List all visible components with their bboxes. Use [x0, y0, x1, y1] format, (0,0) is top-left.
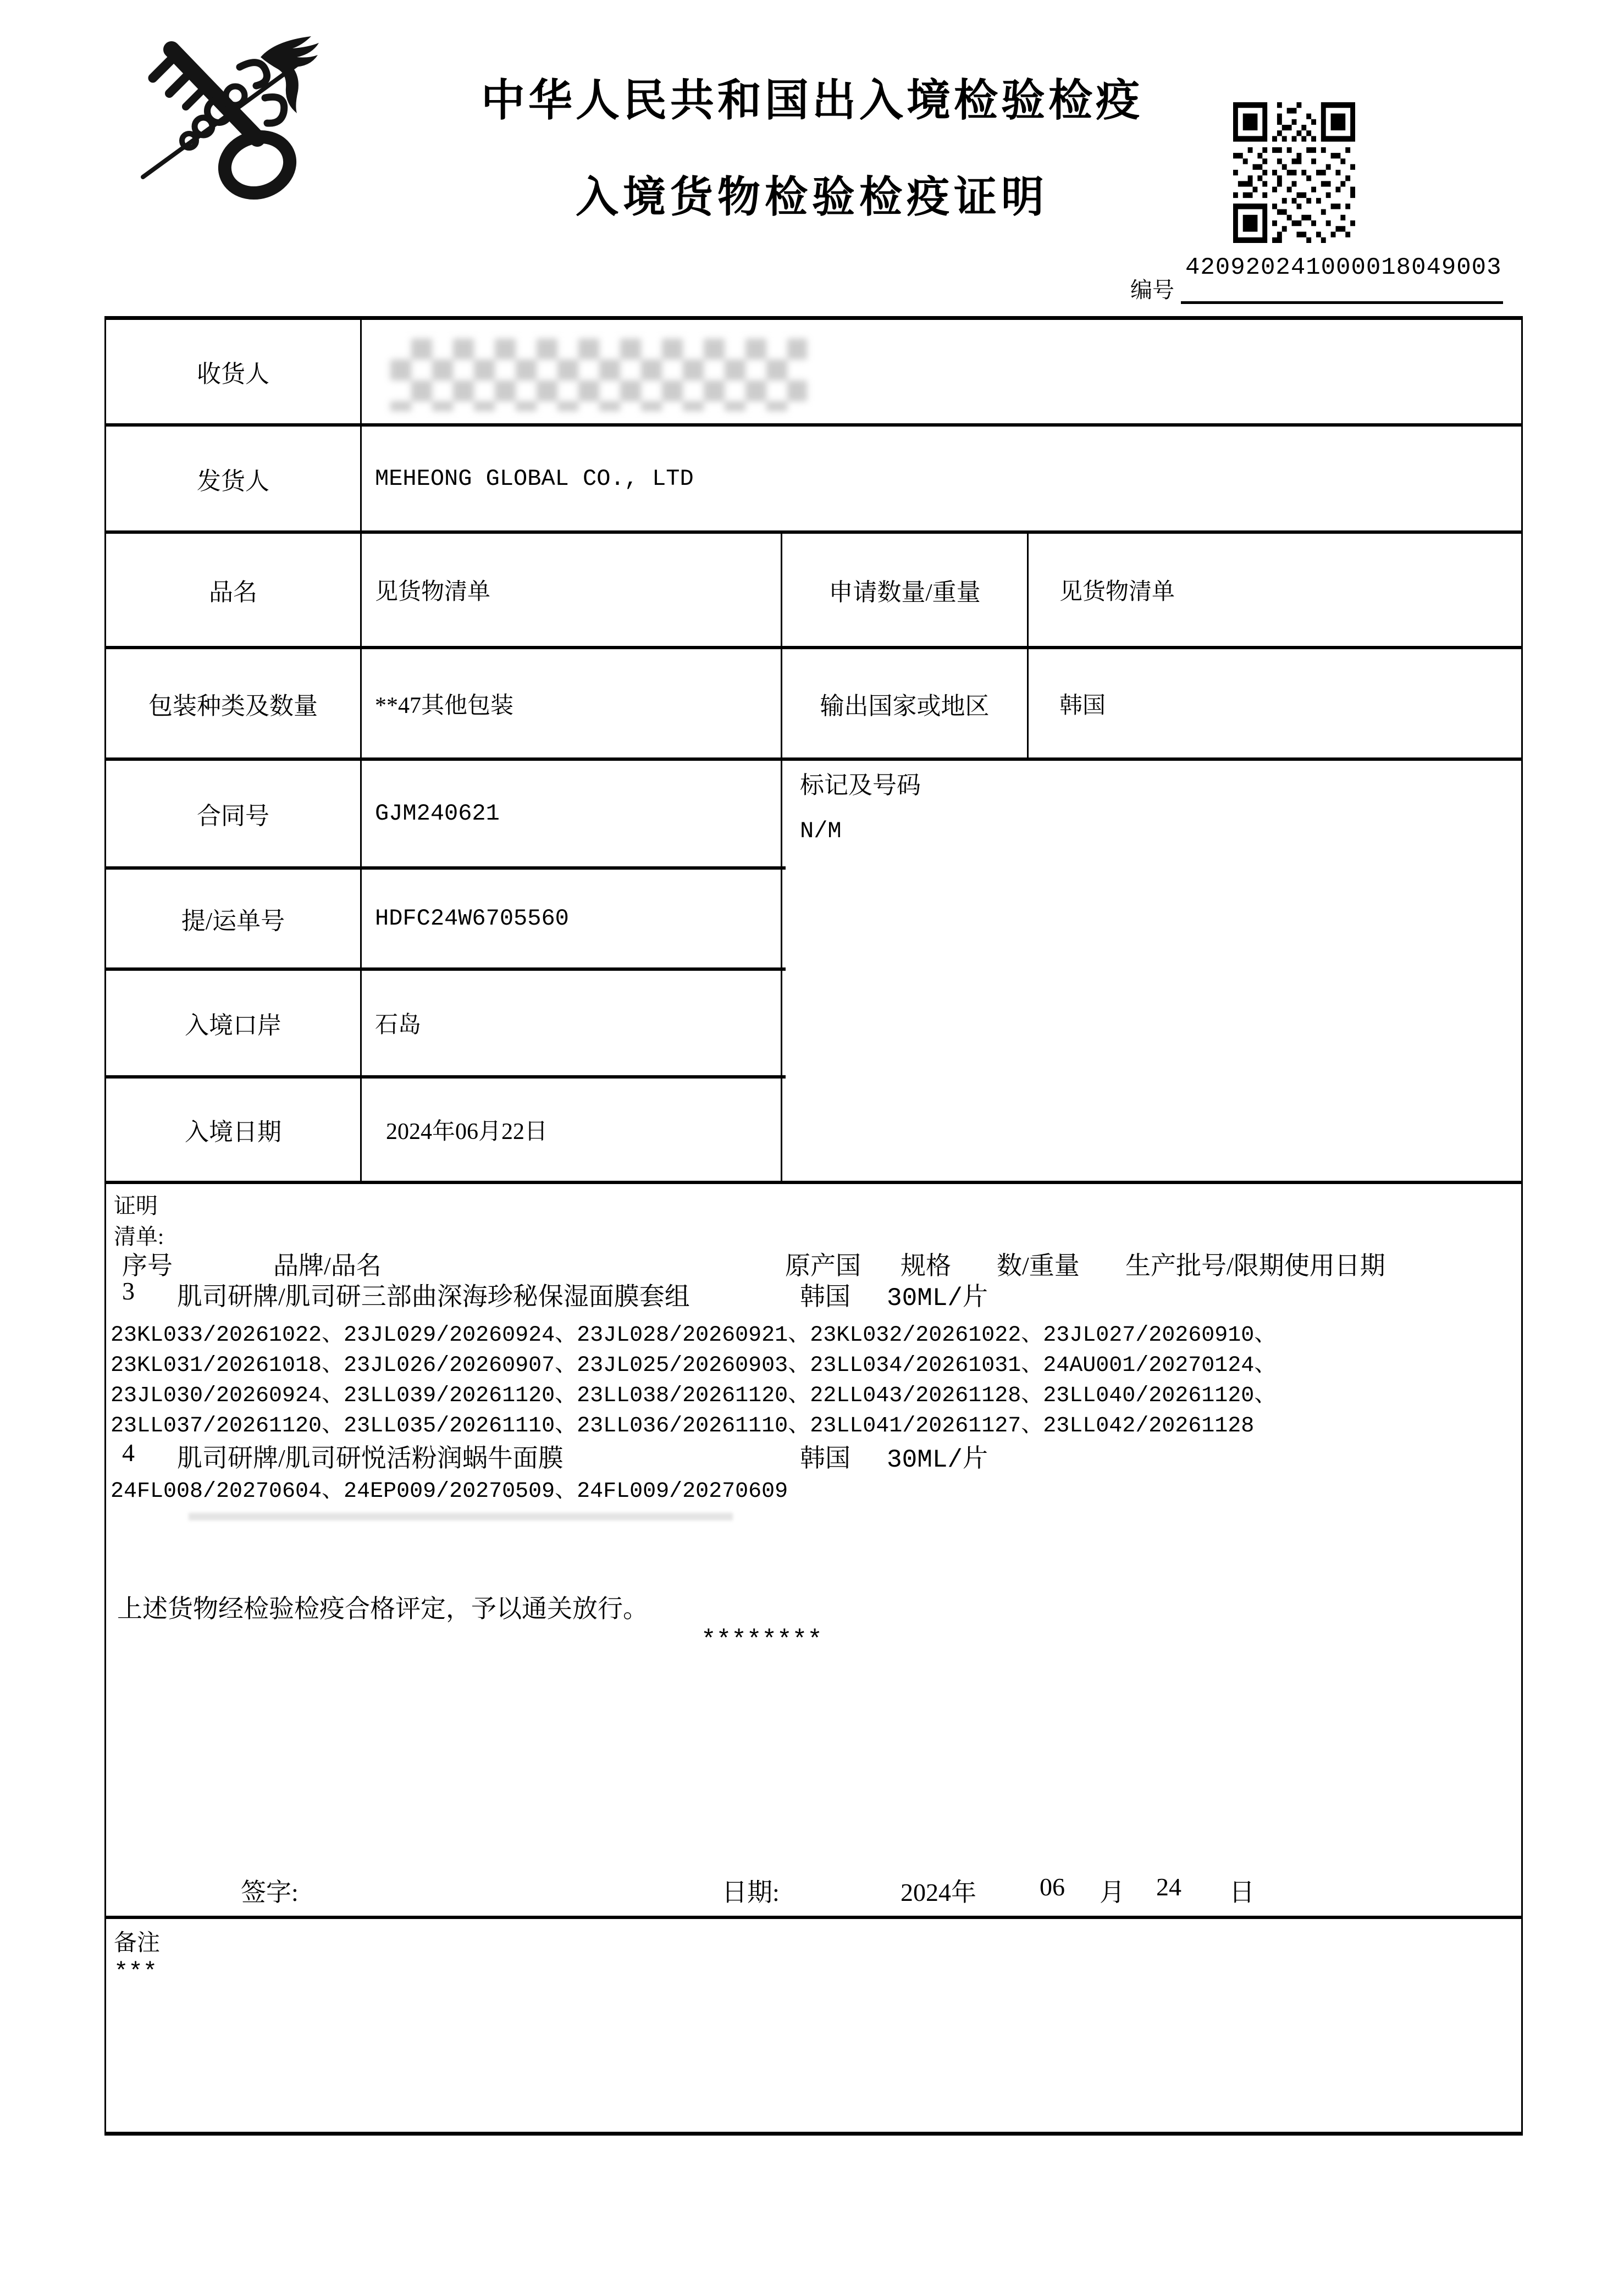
item-seq: 3	[122, 1277, 135, 1305]
list-header-row	[106, 1246, 1519, 1280]
entry-date-label: 入境日期	[106, 1079, 362, 1181]
export-country-label: 输出国家或地区	[782, 649, 1029, 757]
item-name: 肌司研牌/肌司研三部曲深海珍秘保湿面膜套组	[177, 1282, 690, 1310]
certificate-section	[106, 1184, 1521, 1919]
bill-of-lading-value: HDFC24W6705560	[362, 870, 782, 967]
col-origin: 原产国	[785, 1252, 861, 1280]
day-char: 日	[1229, 1878, 1255, 1906]
consignee-redaction-blur	[390, 339, 807, 411]
cargo-list-title: 清单:	[114, 1224, 164, 1249]
certificate-form-table	[104, 316, 1523, 2136]
batch-line: 23KL033/20261022、23JL029/20260924、23JL028/20260921、23KL032/20261022、23JL027/20260910、	[111, 1323, 1277, 1348]
package-type-label: 包装种类及数量	[106, 649, 362, 757]
certificate-section-title: 证明	[114, 1193, 158, 1218]
list-item-row	[106, 1276, 1519, 1313]
marks-label: 标记及号码	[800, 772, 921, 799]
end-of-text-stars: ********	[701, 1626, 822, 1655]
consignee-row	[106, 320, 1521, 427]
export-country-value: 韩国	[1059, 693, 1106, 718]
item-name: 肌司研牌/肌司研悦活粉润蜗牛面膜	[177, 1444, 564, 1472]
item-origin: 韩国	[800, 1282, 850, 1310]
product-name-value: 见货物清单	[362, 534, 782, 646]
contract-no-value: GJM240621	[362, 761, 782, 866]
batch-line: 23JL030/20260924、23LL039/20261120、23LL038/20261120、22LL043/20261128、23LL040/20261120、	[111, 1384, 1277, 1408]
entry-port-value: 石岛	[362, 971, 782, 1075]
serial-underline	[1181, 301, 1503, 304]
col-seq: 序号	[122, 1252, 173, 1280]
serial-number-label: 编号	[1130, 278, 1174, 302]
scan-smudge	[189, 1513, 733, 1520]
item-spec: 30ML/片	[887, 1446, 988, 1474]
month-char: 月	[1100, 1878, 1125, 1906]
col-spec: 规格	[901, 1252, 951, 1280]
consignor-label: 发货人	[106, 427, 362, 530]
remarks-value: ***	[114, 1959, 158, 1986]
signature-label: 签字:	[241, 1878, 299, 1906]
col-batch: 生产批号/限期使用日期	[1125, 1252, 1385, 1280]
col-qty: 数/重量	[997, 1252, 1080, 1280]
entry-date-value: 2024年06月22日	[362, 1079, 782, 1181]
date-year: 2024年	[901, 1878, 976, 1906]
product-name-label: 品名	[106, 534, 362, 646]
applied-qty-value: 见货物清单	[1059, 579, 1175, 605]
consignee-label: 收货人	[106, 320, 362, 423]
batch-line: 23LL037/20261120、23LL035/20261110、23LL036/20261110、23LL041/20261127、23LL042/20261128	[111, 1414, 1255, 1439]
package-type-value: **47其他包装	[362, 649, 782, 757]
item-origin: 韩国	[800, 1444, 850, 1472]
entry-port-label: 入境口岸	[106, 971, 362, 1075]
date-month: 06	[1040, 1873, 1065, 1901]
bill-of-lading-label: 提/运单号	[106, 870, 362, 967]
remarks-label: 备注	[114, 1931, 161, 1956]
document-title-line2: 入境货物检验检疫证明	[575, 173, 1048, 221]
marks-value: N/M	[800, 818, 842, 844]
consignor-row	[106, 427, 1521, 534]
qr-code-icon	[1233, 102, 1355, 243]
document-title-line1: 中华人民共和国出入境检验检疫	[481, 77, 1143, 125]
batch-line: 24FL008/20270604、24EP009/20270509、24FL009/20270609	[111, 1479, 788, 1504]
package-row	[106, 649, 1521, 761]
serial-number-value: 420920241000018049003	[1185, 254, 1502, 281]
marks-and-numbers-cell	[786, 761, 1521, 1181]
applied-qty-label: 申请数量/重量	[782, 534, 1029, 646]
consignor-value: MEHEONG GLOBAL CO., LTD	[375, 465, 694, 492]
item-spec: 30ML/片	[887, 1284, 988, 1313]
contract-no-label: 合同号	[106, 761, 362, 866]
list-item-row	[106, 1438, 1519, 1474]
remarks-section	[106, 1919, 1521, 2132]
product-row	[106, 534, 1521, 649]
date-day: 24	[1156, 1873, 1181, 1901]
clearance-statement: 上述货物经检验检疫合格评定，予以通关放行。	[117, 1595, 648, 1623]
item-seq: 4	[122, 1439, 135, 1467]
date-label: 日期:	[722, 1878, 780, 1906]
col-brand: 品牌/品名	[273, 1252, 382, 1280]
batch-line: 23KL031/20261018、23JL026/20260907、23JL025/20260903、23LL034/20261031、24AU001/20270124、	[111, 1353, 1277, 1378]
